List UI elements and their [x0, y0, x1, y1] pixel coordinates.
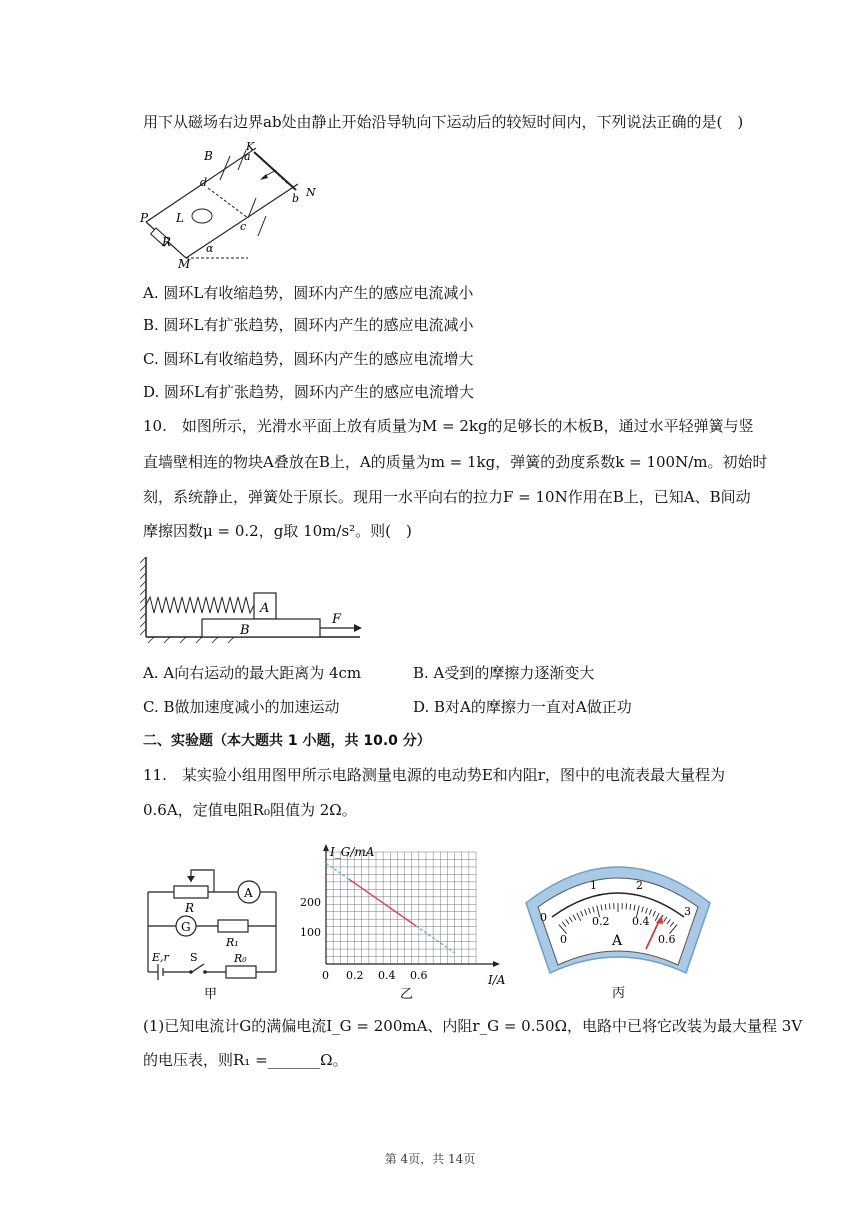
dial-lower-0.4: 0.4	[632, 915, 650, 928]
label-N: N	[306, 186, 316, 199]
label-board-B: B	[240, 623, 250, 638]
graph-ytick-100: 100	[300, 926, 321, 939]
graph-xtick-0.2: 0.2	[346, 969, 364, 982]
q9-option-d[interactable]: D. 圆环L有扩张趋势，圆环内产生的感应电流增大	[143, 383, 474, 401]
caption-yi: 乙	[400, 987, 414, 1002]
label-P: P	[140, 211, 149, 225]
q10-line2: 直墙壁相连的物块A叠放在B上，A的质量为m = 1kg，弹簧的劲度系数k = 100N/m。初始时	[143, 453, 768, 471]
q10-option-c[interactable]: C. B做加速度减小的加速运动	[143, 698, 340, 716]
dial-upper-3: 3	[684, 905, 691, 918]
q10-line3: 刻，系统静止，弹簧处于原长。现用一水平向右的拉力F = 10N作用在B上，已知A、B间动	[143, 488, 751, 506]
fitline	[349, 879, 416, 926]
section-heading: 二、实验题（本大题共 1 小题，共 10.0 分）	[143, 733, 431, 749]
label-A: A	[260, 601, 270, 616]
q9-option-a[interactable]: A. 圆环L有收缩趋势，圆环内产生的感应电流减小	[143, 284, 474, 302]
dial-lower-0.6: 0.6	[658, 933, 676, 946]
galvanometer-G: G	[181, 920, 191, 934]
label-R0: R₀	[234, 952, 247, 965]
dial-tick	[609, 903, 610, 909]
dial-lower-0: 0	[560, 933, 567, 946]
caption-jia: 甲	[204, 987, 218, 1000]
q9-rail-figure	[138, 140, 338, 270]
q11-part1-line1: (1)已知电流计G的满偏电流I_G = 200mA、内阻r_G = 0.50Ω，电路中已将它改装为最大量程 3V	[143, 1017, 803, 1035]
q10-line1: 10. 如图所示，光滑水平面上放有质量为M = 2kg的足够长的木板B，通过水平轻弹簧与竖	[143, 417, 754, 435]
q11-part1-line2: 的电压表，则R₁ =_______Ω。	[143, 1051, 348, 1069]
label-d: d	[200, 176, 208, 189]
graph-xlabel: I/A	[488, 973, 506, 987]
label-R-rheostat: R	[185, 901, 195, 915]
caption-bing: 丙	[612, 986, 626, 1001]
graph-xtick-0: 0	[322, 969, 329, 982]
graph-xtick-0.6: 0.6	[410, 969, 428, 982]
graph-ytick-200: 200	[300, 896, 321, 909]
q9-stem: 用下从磁场右边界ab处由静止开始沿导轨向下运动后的较短时间内，下列说法正确的是( )	[143, 113, 744, 131]
q9-option-c[interactable]: C. 圆环L有收缩趋势，圆环内产生的感应电流增大	[143, 350, 474, 368]
label-F: F	[332, 612, 342, 627]
dial-lower-0.2: 0.2	[592, 915, 610, 928]
label-S: S	[190, 951, 198, 964]
page-footer: 第 4页，共 14页	[384, 1152, 476, 1166]
dial-upper-2: 2	[636, 879, 643, 892]
label-R1: R₁	[226, 936, 239, 949]
q10-option-b[interactable]: B. A受到的摩擦力逐渐变大	[413, 664, 595, 682]
dial-tick	[626, 903, 627, 909]
label-b: b	[292, 192, 300, 205]
q11-line1: 11. 某实验小组用图甲所示电路测量电源的电动势E和内阻r，图中的电流表最大量程为	[143, 766, 725, 784]
label-R: R	[162, 235, 172, 249]
ammeter-dial-figure	[520, 845, 716, 1005]
graph-xtick-0.4: 0.4	[378, 969, 396, 982]
graph-ylabel: I_G/mA	[330, 845, 375, 859]
circuit-figure	[140, 860, 300, 1000]
q10-option-d[interactable]: D. B对A的摩擦力一直对A做正功	[413, 698, 632, 716]
ig-vs-i-graph	[296, 842, 512, 1002]
label-L: L	[176, 211, 184, 225]
fitline-dash2	[416, 926, 455, 953]
ammeter-A: A	[244, 886, 253, 900]
q10-option-a[interactable]: A. A向右运动的最大距离为 4cm	[143, 664, 362, 682]
label-M: M	[178, 257, 191, 270]
q10-line4: 摩擦因数μ = 0.2，g取 10m/s²。则( )	[143, 522, 412, 540]
dial-unit: A	[612, 933, 623, 949]
label-K: K	[246, 140, 255, 153]
q10-spring-figure	[140, 553, 370, 645]
q9-option-b[interactable]: B. 圆环L有扩张趋势，圆环内产生的感应电流减小	[143, 316, 474, 334]
dial-upper-0: 0	[540, 911, 547, 924]
label-a: a	[244, 150, 251, 163]
label-c: c	[240, 220, 247, 233]
label-Er: E,r	[152, 951, 169, 964]
label-B: B	[204, 149, 213, 163]
fitline-dash1	[326, 863, 349, 879]
dial-upper-1: 1	[590, 879, 597, 892]
label-alpha: α	[206, 242, 214, 255]
q11-line2: 0.6A，定值电阻R₀阻值为 2Ω。	[143, 801, 357, 819]
